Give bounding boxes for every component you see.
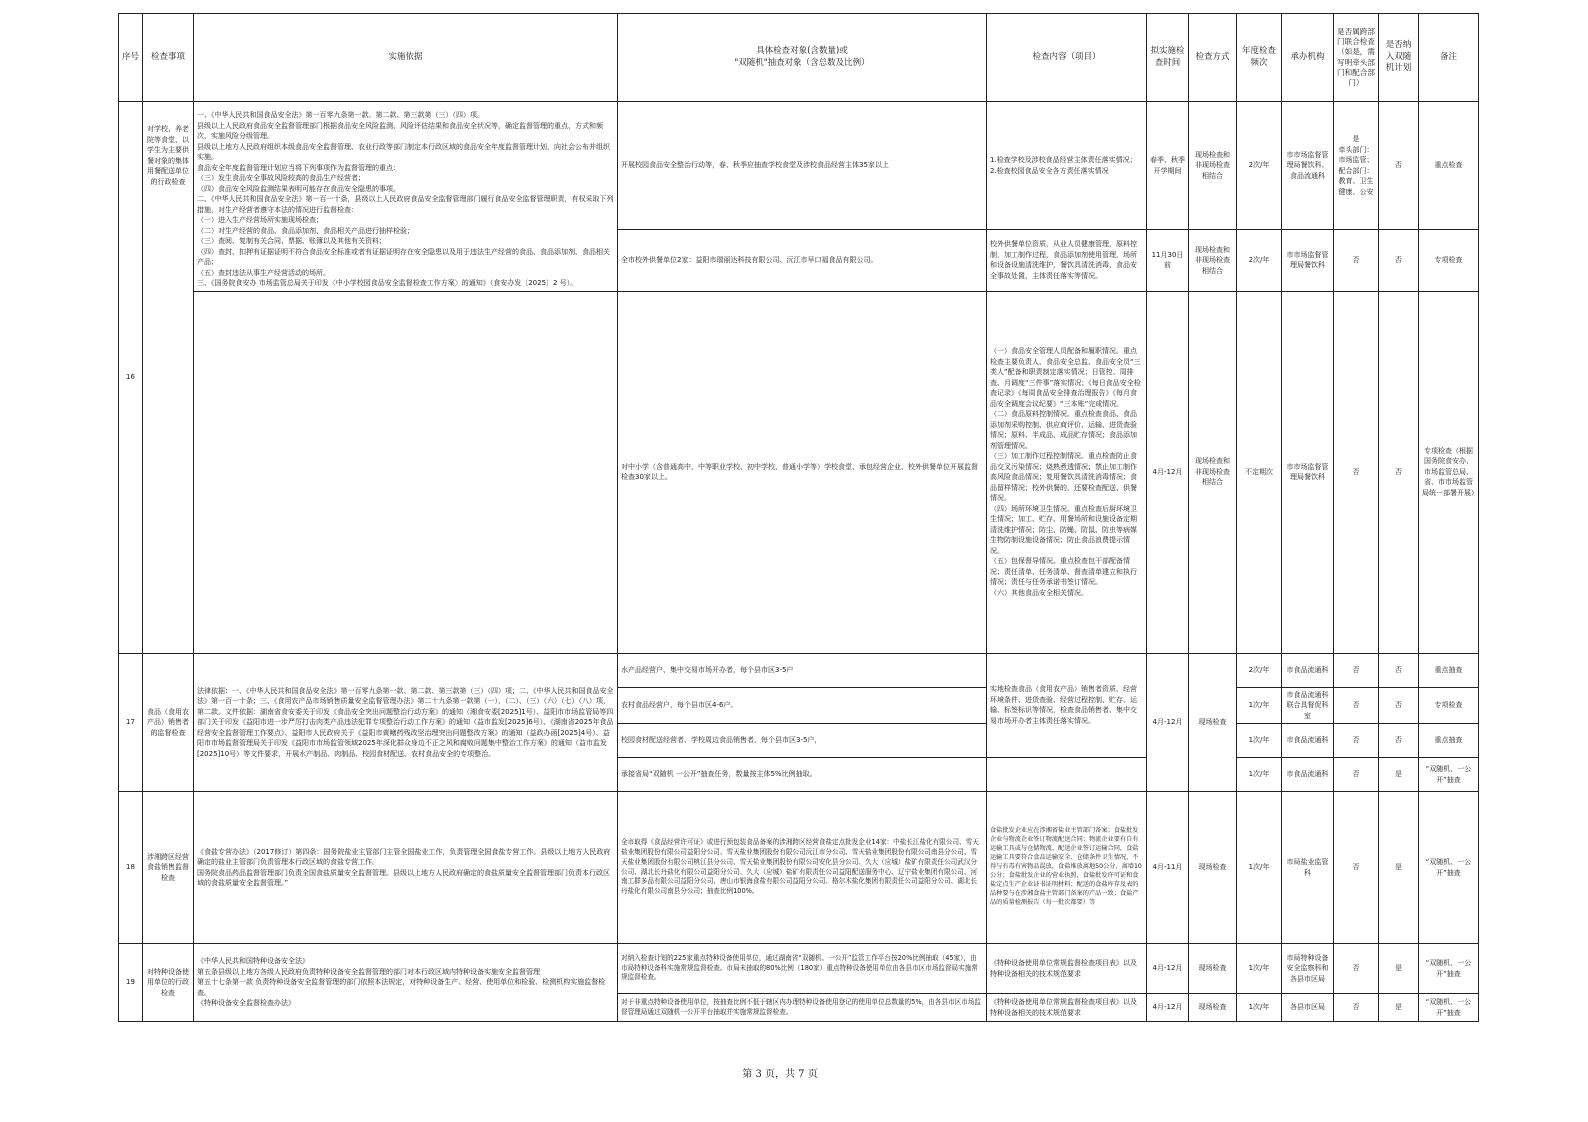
- table-row: [119, 102, 1479, 230]
- row-random-plan: 是: [1379, 944, 1419, 994]
- row-org: 市市场监督管理局餐饮科、食品流通科: [1282, 102, 1334, 230]
- table-row: [119, 792, 1479, 944]
- row-org: 市局盐业监管科: [1282, 792, 1334, 944]
- header-freq: 年度检查频次: [1237, 14, 1282, 102]
- row-remark: “双随机、一公开”抽查: [1419, 758, 1479, 792]
- table-row: [119, 291, 1479, 653]
- row-time: 11月30日前: [1147, 230, 1189, 291]
- table-row: [119, 944, 1479, 994]
- row-basis: 一、《中华人民共和国食品安全法》第一百零九条第一款、第二款、第三款第（三）（四）项。 县级以上人民政府食品安全监督管理部门根据食品安全风险监测、风险评估结果和食品安全状况等，确定监督管理的重点、方式和频次，实施风险分级管理。 县级以上地方人民政府组织本级食品安全监督管理、农业行政等部门制定本行政区域的食品安全年度监督管理计划，向社会公布并组织实施。 食品安全年度监督管理计划应当将下列事项作为监督管理的重点： （三）发生食品安全事故风险较高的食品生产经营者； （四）食品安全风险监测结果表明可能存在食品安全隐患的事项。 二、《中华人民共和国食品安全法》第一百一十条，县级以上人民政府食品安全监督管理部门履行食品安全监督管理职责，有权采取下列措施，对生产经营者遵守本法的情况进行监督检查： （一）进入生产经营场所实施现场检查； （二）对生产经营的食品、食品添加剂、食品相关产品进行抽样检验； （三）查阅、复制有关合同、票据、账簿以及其他有关资料； （四）查封、扣押有证据证明不符合食品安全标准或者有证据证明存在安全隐患以及用于违法生产经营的食品、食品添加剂、食品相关产品； （五）查封违法从事生产经营活动的场所。 三、《国务院食安办 市场监管总局关于印发〈中小学校园食品安全监督检查工作方案〉的通知》（食安办发〔2025〕2 号）。: [194, 102, 618, 292]
- header-target: 具体检查对象(含数量)或 "双随机"抽查对象（含总数及比例）: [618, 14, 987, 102]
- row-freq: 1次/年: [1237, 994, 1282, 1022]
- row-random-plan: 否: [1379, 687, 1419, 724]
- row-remark: “双随机、一公开”抽查: [1419, 944, 1479, 994]
- header-item: 检查事项: [143, 14, 194, 102]
- row-joint: 否: [1334, 944, 1379, 994]
- row-content: 1.检查学校及涉校食品经营主体责任落实情况；2.检查校园食品安全各方责任落实情况: [987, 102, 1147, 230]
- row-time: 春季、秋季开学期间: [1147, 102, 1189, 230]
- row-target: 农村食品经营户，每个县市区4-6户。: [618, 687, 987, 724]
- row-basis: 《中华人民共和国特种设备安全法》 第五条县级以上地方各级人民政府负责特种设备安全监督管理的部门对本行政区域内特种设备实施安全监督管理 第五十七条第一款 负责特种设备安全监督管理的部门依照本法规定，对特种设备生产、经营、使用单位和检验、检测机构实施监督检查。 《特种设备安全监督检查办法》: [194, 944, 618, 1022]
- inspection-plan-table: [118, 13, 1479, 1022]
- row-item: 食品（食用农产品）销售者的监督检查: [143, 653, 194, 792]
- row-seq: 16: [119, 102, 143, 654]
- row-freq: 1次/年: [1237, 687, 1282, 724]
- row-target: 开展校园食品安全整治行动等，春、秋季应抽查学校食堂及涉校食品经营主体35家以上: [618, 102, 987, 230]
- row-random-plan: 否: [1379, 724, 1419, 758]
- header-time: 拟实施检查时间: [1147, 14, 1189, 102]
- row-time: 4月-11月: [1147, 792, 1189, 944]
- row-freq: 2次/年: [1237, 653, 1282, 687]
- row-random-plan: 否: [1379, 102, 1419, 230]
- row-remark: “双随机、一公开”抽查: [1419, 994, 1479, 1022]
- row-random-plan: 是: [1379, 758, 1419, 792]
- row-org: 市食品流通科: [1282, 758, 1334, 792]
- row-remark: 重点检查: [1419, 102, 1479, 230]
- row-joint: 否: [1334, 792, 1379, 944]
- row-freq: 不定期次: [1237, 291, 1282, 653]
- row-remark: “双随机、一公开”抽查: [1419, 792, 1479, 944]
- row-time: 4月-12月: [1147, 944, 1189, 994]
- row-remark: 重点抽查: [1419, 653, 1479, 687]
- row-random-plan: 否: [1379, 653, 1419, 687]
- row-random-plan: 否: [1379, 230, 1419, 291]
- row-method: 现场检查: [1189, 653, 1237, 792]
- row-org: 市食品流通科联合具督促科室: [1282, 687, 1334, 724]
- row-random-plan: 是: [1379, 994, 1419, 1022]
- header-row: [119, 14, 1479, 102]
- row-content: 实地检查食品（食用农产品）销售者资质、经营环境条件、进货查验、经营过程控制、贮存、运输、标签标识等情况，检查食品销售者、集中交易市场开办者主体责任落实情况。: [987, 653, 1147, 758]
- row-basis-empty: [194, 291, 618, 653]
- row-joint: 否: [1334, 291, 1379, 653]
- row-freq: 2次/年: [1237, 230, 1282, 291]
- row-item: 对学校、养老院等食堂、以学生为主要供餐对象的集体用餐配送单位的行政检查: [143, 102, 194, 654]
- row-freq: 1次/年: [1237, 758, 1282, 792]
- row-seq: 17: [119, 653, 143, 792]
- row-joint: 否: [1334, 653, 1379, 687]
- row-target: 对于非重点特种设备使用单位，按抽查比例不低于辖区内办理特种设备使用登记的使用单位总数量的5%，由各县市区市场监督管理局通过双随机一公开平台抽取并实施常规监督检查。: [618, 994, 987, 1022]
- header-basis: 实施依据: [194, 14, 618, 102]
- row-org: 市食品流通科: [1282, 653, 1334, 687]
- row-org: 市市场监督管理局餐饮科: [1282, 230, 1334, 291]
- row-seq: 18: [119, 792, 143, 944]
- row-joint: 否: [1334, 230, 1379, 291]
- row-time: 4月-12月: [1147, 994, 1189, 1022]
- row-method: 现场检查和非现场检查相结合: [1189, 102, 1237, 230]
- row-remark: 专项检查（根据国务院食安办、市场监管总局、省、市市场监管局统一部署开展）: [1419, 291, 1479, 653]
- header-remark: 备注: [1419, 14, 1479, 102]
- page-number: 第 3 页，共 7 页: [742, 1069, 818, 1080]
- row-remark: 重点抽查: [1419, 724, 1479, 758]
- row-content: 《特种设备使用单位常规监督检查项目表》以及特种设备相关的技术规范要求: [987, 944, 1147, 994]
- row-freq: 1次/年: [1237, 944, 1282, 994]
- row-remark: 专项检查: [1419, 687, 1479, 724]
- row-method: 现场检查: [1189, 944, 1237, 994]
- row-time: 4月-12月: [1147, 653, 1189, 792]
- row-random-plan: 是: [1379, 792, 1419, 944]
- row-joint: 否: [1334, 687, 1379, 724]
- header-seq: 序号: [119, 14, 143, 102]
- row-target: 承接省局“双随机 一公开”抽查任务，数量按主体5%比例抽取。: [618, 758, 987, 792]
- row-content: 校外供餐单位资质，从业人员健康管理，原料控制，加工制作过程，食品添加剂使用管理，场所和设备设施清洗维护，餐饮具清洗消毒，食品安全事故处置，主体责任落实等情况。: [987, 230, 1147, 291]
- header-random-plan: 是否纳入双随机计划: [1379, 14, 1419, 102]
- row-random-plan: 否: [1379, 291, 1419, 653]
- row-content: 《特种设备使用单位常规监督检查项目表》以及特种设备相关的技术规范要求: [987, 994, 1147, 1022]
- header-content: 检查内容（项目）: [987, 14, 1147, 102]
- row-target: 全市取得《食品经营许可证》或进行预包装食品备案的涉湘跨区经营食盐定点批发企业14家：中盐长江盐化有限公司、雪天盐业集团股份有限公司益阳分公司、雪天盐业集团股份有限公司沅江市分公司、雪天盐业集团股份有限公司南县分公司、雪天盐业集团股份有限公司桃江县分公司、雪天盐业集团股份有限公司安化县分公司、久大（应城）盐矿有限责任公司武汉分公司、湖北长丹盐化有限公司益阳分公司、久大（应城）盐矿有限责任公司益阳配送服务中心、辽宁盐业集团有限公司、河南工群多品有限公司益阳分公司、唐山市银海食盐有限公司益阳分公司、格尔木盐化集团有限责任公司益阳分公司、湖北长丹盐化有限公司南县分公司；抽查比例100%。: [618, 792, 987, 944]
- header-method: 检查方式: [1189, 14, 1237, 102]
- row-joint: 否: [1334, 724, 1379, 758]
- row-method: 现场检查和非现场检查相结合: [1189, 291, 1237, 653]
- row-target: 对中小学（含普通高中、中等职业学校、初中学校、普通小学等）学校食堂、承包经营企业、校外供餐单位开展监督检查30家以上。: [618, 291, 987, 653]
- row-joint: 否: [1334, 994, 1379, 1022]
- header-joint: 是否属跨部门联合检查（如是，需写明牵头部门和配合部门）: [1334, 14, 1379, 102]
- row-method: 现场检查: [1189, 994, 1237, 1022]
- table-row: [119, 653, 1479, 687]
- row-org: 市局特种设备安全监察科和各县市区局: [1282, 944, 1334, 994]
- row-method: 现场检查和非现场检查相结合: [1189, 230, 1237, 291]
- row-freq: 1次/年: [1237, 792, 1282, 944]
- row-freq: 2次/年: [1237, 102, 1282, 230]
- row-basis: 法律依据：一、《中华人民共和国食品安全法》第一百零九条第一款、第二款、第三款第（三）（四）项；二、《中华人民共和国食品安全法》第一百一十条；三、《食用农产品市场销售质量安全监督管理办法》第二十九条第一款第（一）、（二）、（三）（六）（七）（八）项，第二款。文件依据：湖南省食安委关于印发《食品安全突出问题整治行动方案》的通知（湘食安委[2025]1号）、益阳市市场监管局等四部门关于印发《益阳市进一步严厉打击肉类产品违法犯罪专项整治行动工作方案》的通知（益市监发[2025]6号）、《湖南省2025年食品经营安全监督管理工作要点》、益阳市人民政府关于《益阳市黄鳝药残改坚治理突出问题整改方案》的通知（益政办函[2025]4号）、益阳市市场监督管理局关于印发《益阳市市场监管领域2025年深化群众身边不正之风和腐败问题集中整治工作方案》的通知（益市监发[2025]10号）等文件要求，开展水产制品、肉制品、校园食材配送、农村食品安全的专项整治。: [194, 653, 618, 792]
- row-item: 对特种设备使用单位的行政检查: [143, 944, 194, 1022]
- row-content: （一）食品安全管理人员配备和履职情况。重点检查主要负责人、食品安全总监、食品安全员“三类人”配备和职责制定落实情况；日管控、周排查、月调度“三件事”落实情况；《每日食品安全检查记录》《每周食品安全排查治理报告》《每月食品安全调度会议纪要》“三本账”完成情况。 （二）食品原料控制情况。重点检查食品、食品添加剂采购控制、供应商评价、运输、进货查验情况；原料、半成品、成品贮存情况；食品添加剂管理情况。 （三）加工制作过程控制情况。重点检查防止食品交叉污染情况；烧熟煮透情况；禁止加工制作高风险食品情况；复用餐饮具清洗消毒情况；食品留样情况；校外供餐的，还要检查配送、供餐情况。 （四）场所环境卫生情况。重点检查后厨环境卫生情况；加工、贮存、用餐场所和设施设备定期清洗维护情况；防尘、防蝇、防鼠、防虫等病媒生物防制设施设备情况；防止食品浪费提示情况。 （五）包保督导情况。重点检查包干部配备情况；责任清单、任务清单、督查清单建立和执行情况；责任与任务承诺书签订情况。 （六）其他食品安全相关情况。: [987, 291, 1147, 653]
- row-target: 对纳入检查计划的225家重点特种设备使用单位，通过湖南省“双随机、一公开”监管工作平台按20%比例抽取（45家），由市局特种设备科实施常规监督检查。市局未抽取的80%比例（180家）重点特种设备使用单位由各县市区市场监督局实施常规监督检查。: [618, 944, 987, 994]
- row-org: 市市场监督管理局餐饮科: [1282, 291, 1334, 653]
- row-remark: 专项检查: [1419, 230, 1479, 291]
- row-org: 市食品流通科: [1282, 724, 1334, 758]
- row-basis: 《食盐专营办法》（2017修订）第四条：国务院盐业主管部门主管全国盐业工作，负责管理全国食盐专营工作。县级以上地方人民政府确定的盐业主管部门负责管理本行政区域的食盐专营工作。 国务院食品药品监督管理部门负责全国食盐质量安全监督管理。县级以上地方人民政府确定的食盐质量安全监督管理部门负责本行政区域的食盐质量安全监督管理。”: [194, 792, 618, 944]
- row-time: 4月-12月: [1147, 291, 1189, 653]
- row-target: 全市校外供餐单位2家：益阳市瑞丽达科技有限公司、沅江市早口福食品有限公司。: [618, 230, 987, 291]
- row-target: 水产品经营户、集中交易市场开办者，每个县市区3-5户: [618, 653, 987, 687]
- row-freq: 1次/年: [1237, 724, 1282, 758]
- row-org: 各县市区局: [1282, 994, 1334, 1022]
- header-org: 承办机构: [1282, 14, 1334, 102]
- row-joint: 是 牵头部门：市场监管；配合部门：教育、卫生健康、公安: [1334, 102, 1379, 230]
- row-joint: 否: [1334, 758, 1379, 792]
- row-content: 食盐批发企业应在涉湘省盐业主管部门备案；食盐批发企业与物流企业签订物流配送合同；物流企业要有自有运输工具或与仓储物流、配送企业签订运输合同，食盐运输工具要符合食品运输安全、仓储条件卫生情况，不得与有毒有害物品混放，食盐堆放离地50公分，离墙10公分；食盐批发企业的营业执照，食盐批发许可证和食盐定点生产企业证书证明材料；配送的食盐库存及表的品种要与在涉湘食盐主管部门备案的产品一致；食盐产品的质量检测报告（每一批次都要）等: [987, 792, 1147, 944]
- row-seq: 19: [119, 944, 143, 1022]
- row-content-empty: [987, 758, 1147, 792]
- row-method: 现场检查: [1189, 792, 1237, 944]
- row-item: 涉湘跨区经营食盐销售监督检查: [143, 792, 194, 944]
- row-target: 校园食材配送经营者、学校周边食品销售者，每个县市区3-5户，: [618, 724, 987, 758]
